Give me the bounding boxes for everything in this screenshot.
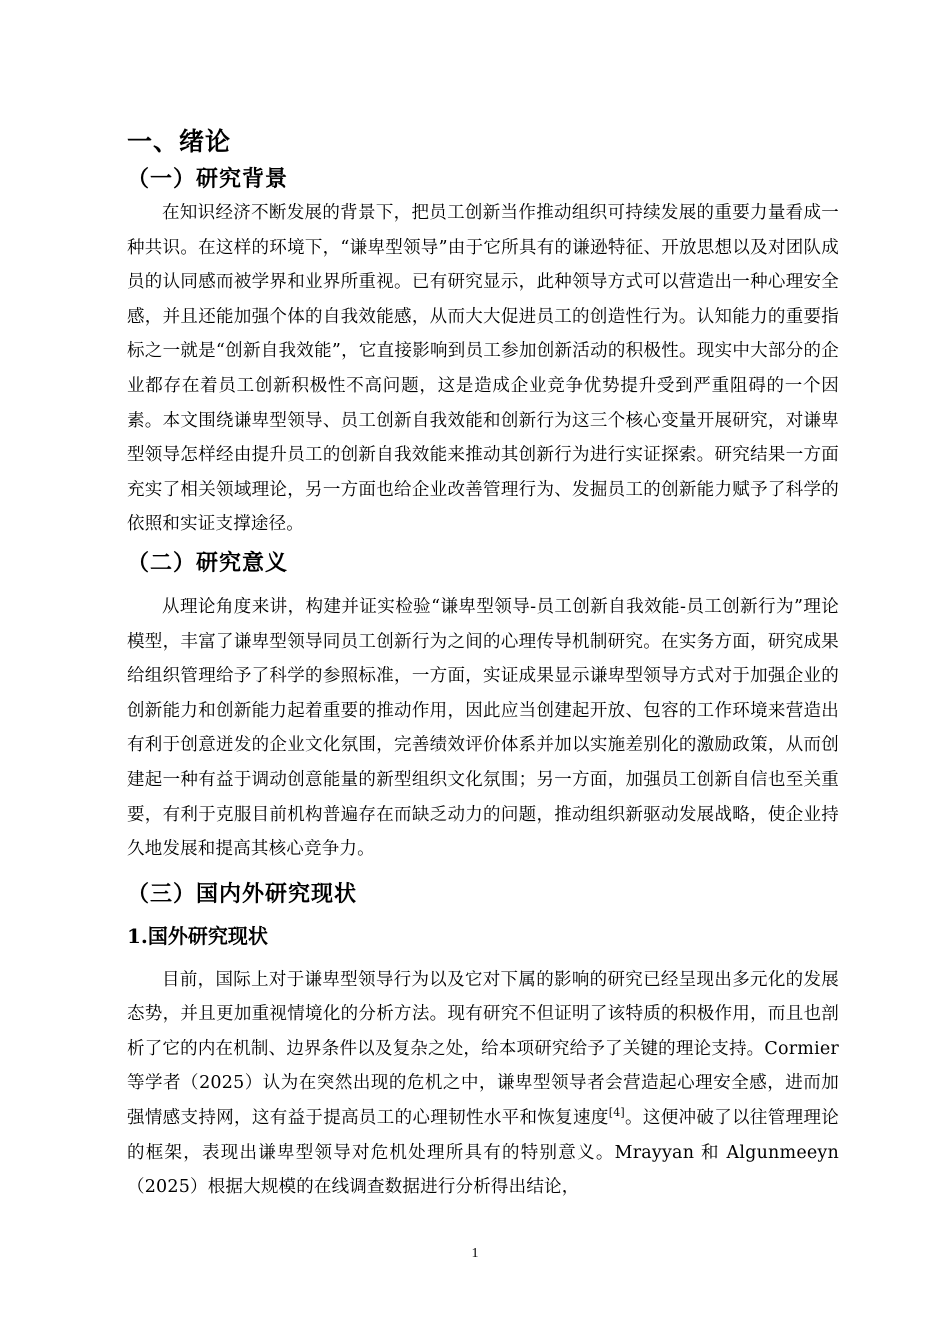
section-heading-background: （一）研究背景 [127, 166, 289, 192]
paragraph-text-part2: 。这便冲破了以往管理理论的框架，表现出谦卑型领导对危机处理所具有的特别意义。Mrayyan 和 Algunmeeyn（2025）根据大规模的在线调查数据进行分析得出结论， [127, 1108, 839, 1198]
chapter-title: 一、绪论 [127, 127, 232, 156]
section-heading-research-status: （三）国内外研究现状 [127, 880, 358, 907]
subsection-heading-foreign-research: 1.国外研究现状 [127, 923, 268, 948]
page-content [127, 124, 839, 1205]
paragraph-significance: 从理论角度来讲，构建并证实检验“谦卑型领导-员工创新自我效能-员工创新行为”理论模型，丰富了谦卑型领导同员工创新行为之间的心理传导机制研究。在实务方面，研究成果给组织管理给予了科学的参照标准，一方面，实证成果显示谦卑型领导方式对于加强企业的创新能力和创新能力起着重要的推动作用，因此应当创建起开放、包容的工作环境来营造出有利于创意迸发的企业文化氛围，完善绩效评价体系并加以实施差别化的激励政策，从而创建起一种有益于调动创意能量的新型组织文化氛围；另一方面，加强员工创新自信也至关重要，有利于克服目前机构普遍存在而缺乏动力的问题，推动组织新驱动发展战略，使企业持久地发展和提高其核心竞争力。 [127, 596, 839, 860]
paragraph-foreign-research [127, 963, 839, 1205]
citation-marker: [4] [608, 1106, 625, 1120]
section-heading-significance: （二）研究意义 [127, 549, 289, 576]
page-number: 1 [471, 1246, 479, 1261]
paragraph-background: 在知识经济不断发展的背景下，把员工创新当作推动组织可持续发展的重要力量看成一种共识。在这样的环境下，“谦卑型领导”由于它所具有的谦逊特征、开放思想以及对团队成员的认同感而被学界和业界所重视。已有研究显示，此种领导方式可以营造出一种心理安全感，并且还能加强个体的自我效能感，从而大大促进员工的创造性行为。认知能力的重要指标之一就是“创新自我效能”，它直接影响到员工参加创新活动的积极性。现实中大部分的企业都存在着员工创新积极性不高问题，这是造成企业竞争优势提升受到严重阻碍的一个因素。本文围绕谦卑型领导、员工创新自我效能和创新行为这三个核心变量开展研究，对谦卑型领导怎样经由提升员工的创新自我效能来推动其创新行为进行实证探索。研究结果一方面充实了相关领域理论，另一方面也给企业改善管理行为、发掘员工的创新能力赋予了科学的依照和实证支撑途径。 [127, 203, 839, 535]
paragraph-text-part1: 目前，国际上对于谦卑型领导行为以及它对下属的影响的研究已经呈现出多元化的发展态势，并且更加重视情境化的分析方法。现有研究不但证明了该特质的积极作用，而且也剖析了它的内在机制、边界条件以及复杂之处，给本项研究给予了关键的理论支持。Cormier 等学者（2025）认为在突然出现的危机之中，谦卑型领导者会营造起心理安全感，进而加强情感支持网，这有益于提高员工的心理韧性水平和恢复速度 [127, 969, 839, 1129]
